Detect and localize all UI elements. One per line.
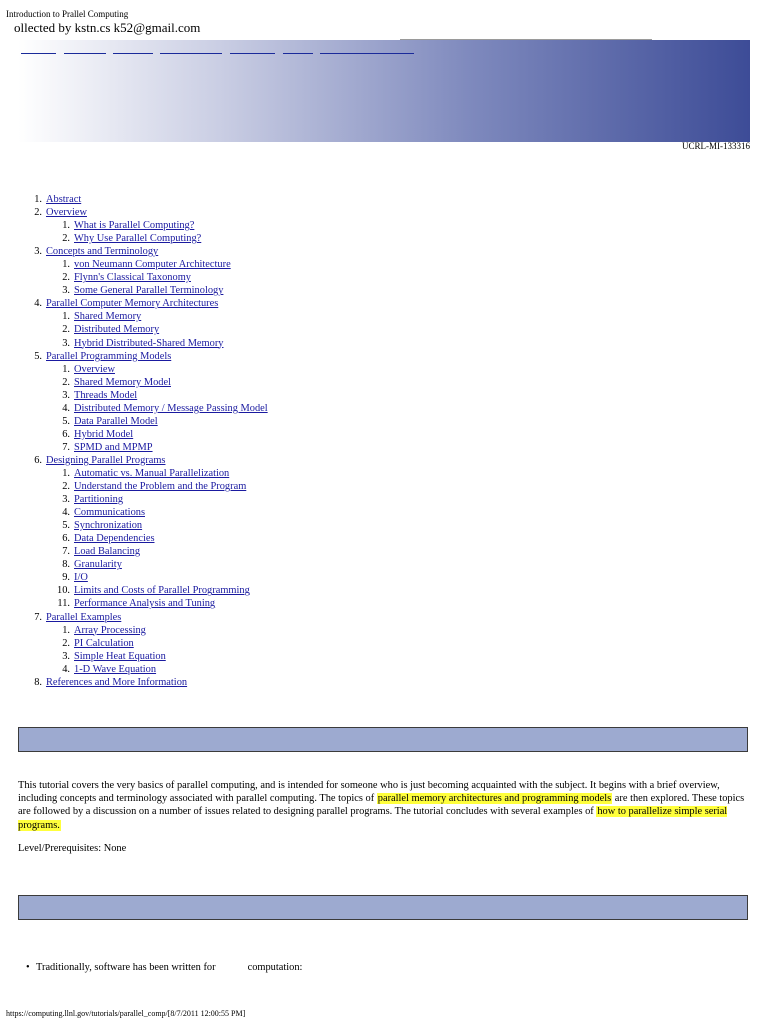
toc-item	[0, 676, 760, 689]
toc-link[interactable]: Data Dependencies	[74, 533, 155, 545]
banner-nav-link[interactable]	[160, 43, 222, 54]
toc-sublist	[0, 219, 760, 245]
toc-link[interactable]: Automatic vs. Manual Parallelization	[74, 467, 230, 479]
toc-sublist	[0, 467, 760, 611]
toc-link[interactable]: Why Use Parallel Computing?	[74, 233, 202, 245]
toc-subitem	[0, 271, 760, 284]
toc-link[interactable]: Parallel Computer Memory Architectures	[46, 298, 219, 310]
section-header-bar-abstract	[18, 727, 748, 752]
toc-number: 4.	[62, 402, 70, 414]
toc-link[interactable]: Distributed Memory / Message Passing Model	[74, 402, 268, 414]
bullet-text: Traditionally, software has been written for	[36, 962, 216, 973]
toc-subitem	[0, 545, 760, 558]
toc-item	[0, 611, 760, 676]
print-header: Introduction to Prallel Computing	[6, 9, 129, 19]
toc-number: 8.	[62, 559, 70, 571]
toc-subitem	[0, 232, 760, 245]
toc-number: 5.	[62, 520, 70, 532]
highlight-parallelize: how to parallelize simple serial programs.	[18, 806, 728, 831]
toc-number: 4.	[34, 298, 42, 310]
toc-number: 1.	[62, 259, 70, 271]
document-id: UCRL-MI-133316	[682, 141, 750, 151]
toc-number: 3.	[62, 494, 70, 506]
toc-link[interactable]: Hybrid Model	[74, 428, 134, 440]
toc-number: 11.	[57, 598, 70, 610]
toc-number: 2.	[34, 207, 42, 219]
toc-subitem	[0, 219, 760, 232]
toc-subitem	[0, 363, 760, 376]
toc-subitem	[0, 310, 760, 323]
toc-link[interactable]: What is Parallel Computing?	[74, 220, 195, 232]
toc-number: 7.	[62, 441, 70, 453]
toc-link[interactable]: Threads Model	[74, 389, 138, 401]
banner-nav-link[interactable]	[320, 43, 414, 54]
toc-link[interactable]: Understand the Problem and the Program	[74, 481, 247, 493]
toc-link[interactable]: Some General Parallel Terminology	[74, 285, 224, 297]
toc-subitem	[0, 493, 760, 506]
toc-subitem	[0, 389, 760, 402]
toc-link[interactable]: Abstract	[46, 194, 82, 205]
bullet-icon: •	[26, 962, 30, 973]
toc-subitem	[0, 441, 760, 454]
toc-number: 3.	[62, 337, 70, 349]
toc-item	[0, 454, 760, 611]
toc-link[interactable]: SPMD and MPMP	[74, 441, 153, 453]
toc-item	[0, 206, 760, 245]
toc-subitem	[0, 480, 760, 493]
toc-number: 5.	[34, 350, 42, 362]
toc-number: 2.	[62, 481, 70, 493]
toc-number: 3.	[62, 650, 70, 662]
toc-link[interactable]: Overview	[46, 207, 87, 219]
toc-link[interactable]: Granularity	[74, 559, 122, 571]
highlight-memory-models: parallel memory architectures and programming models	[377, 793, 612, 805]
banner-nav-link[interactable]	[113, 43, 153, 54]
toc-subitem	[0, 597, 760, 610]
toc-number: 2.	[62, 233, 70, 245]
toc-number: 1.	[34, 194, 42, 205]
banner-nav-link[interactable]	[230, 43, 275, 54]
toc-subitem	[0, 663, 760, 676]
toc-link[interactable]: Partitioning	[74, 494, 124, 506]
toc-link[interactable]: Simple Heat Equation	[74, 650, 166, 662]
toc-item	[0, 245, 760, 297]
banner-nav-link[interactable]	[21, 43, 56, 54]
abstract-text: are then explored. These topics are followed by a discussion on a number of issues related to designing parallel programs. The tutorial concludes with several examples of	[18, 793, 745, 818]
toc-link[interactable]: References and More Information	[46, 676, 188, 688]
toc-list	[0, 193, 760, 689]
section-header-bar-overview	[18, 895, 748, 920]
toc-link[interactable]: Concepts and Terminology	[46, 246, 159, 258]
toc-link[interactable]: Array Processing	[74, 624, 146, 636]
toc-sublist	[0, 363, 760, 454]
toc-link[interactable]: Performance Analysis and Tuning	[74, 598, 216, 610]
toc-number: 2.	[62, 637, 70, 649]
toc-number: 6.	[62, 428, 70, 440]
toc-sublist	[0, 310, 760, 349]
toc-link[interactable]: 1-D Wave Equation	[74, 663, 157, 675]
toc-number: 1.	[62, 363, 70, 375]
toc-item	[0, 193, 760, 206]
toc-subitem	[0, 337, 760, 350]
collector-credit: ollected by kstn.cs k52@gmail.com	[14, 20, 201, 35]
table-of-contents	[0, 193, 760, 689]
toc-link[interactable]: Distributed Memory	[74, 324, 160, 336]
abstract-paragraph	[18, 779, 748, 832]
toc-subitem	[0, 571, 760, 584]
toc-number: 7.	[34, 611, 42, 623]
banner	[18, 40, 750, 142]
toc-subitem	[0, 532, 760, 545]
toc-item	[0, 350, 760, 454]
toc-sublist	[0, 624, 760, 676]
toc-number: 4.	[62, 507, 70, 519]
toc-subitem	[0, 624, 760, 637]
toc-number: 3.	[62, 389, 70, 401]
toc-number: 2.	[62, 324, 70, 336]
toc-subitem	[0, 428, 760, 441]
toc-number: 8.	[34, 676, 42, 688]
toc-number: 3.	[34, 246, 42, 258]
toc-number: 6.	[34, 454, 42, 466]
toc-number: 1.	[62, 467, 70, 479]
toc-link[interactable]: Load Balancing	[74, 546, 141, 558]
toc-link[interactable]: von Neumann Computer Architecture	[74, 259, 231, 271]
toc-number: 10.	[57, 585, 70, 597]
toc-subitem	[0, 650, 760, 663]
toc-subitem	[0, 415, 760, 428]
toc-number: 1.	[62, 220, 70, 232]
toc-subitem	[0, 376, 760, 389]
toc-number: 4.	[62, 663, 70, 675]
banner-nav-link[interactable]	[283, 43, 313, 54]
toc-subitem	[0, 284, 760, 297]
overview-bullet	[26, 961, 303, 974]
toc-link[interactable]: Synchronization	[74, 520, 143, 532]
toc-subitem	[0, 558, 760, 571]
toc-link[interactable]: Shared Memory Model	[74, 376, 171, 388]
toc-link[interactable]: I/O	[74, 572, 88, 584]
toc-number: 2.	[62, 376, 70, 388]
toc-subitem	[0, 323, 760, 336]
toc-link[interactable]: Overview	[74, 363, 115, 375]
toc-sublist	[0, 258, 760, 297]
toc-number: 1.	[62, 311, 70, 323]
toc-link[interactable]: Hybrid Distributed-Shared Memory	[74, 337, 224, 349]
toc-number: 1.	[62, 624, 70, 636]
bullet-text: computation:	[247, 962, 303, 973]
toc-link[interactable]: Limits and Costs of Parallel Programming	[74, 585, 250, 597]
prerequisites: Level/Prerequisites: None	[18, 843, 127, 854]
toc-link[interactable]: PI Calculation	[74, 637, 134, 649]
toc-link[interactable]: Designing Parallel Programs	[46, 454, 166, 466]
toc-subitem	[0, 402, 760, 415]
toc-number: 5.	[62, 415, 70, 427]
toc-item	[0, 297, 760, 349]
toc-subitem	[0, 506, 760, 519]
toc-number: 9.	[62, 572, 70, 584]
toc-subitem	[0, 467, 760, 480]
print-footer-url: https://computing.llnl.gov/tutorials/parallel_comp/[8/7/2011 12:00:55 PM]	[6, 1009, 246, 1018]
abstract-text: This tutorial covers the very basics of parallel computing, and is intended for someone who is just becoming acquainted with the subject. It begins with a brief overview, including concepts and terminology associated with parallel computing. The topics of	[18, 780, 720, 805]
toc-subitem	[0, 519, 760, 532]
toc-subitem	[0, 637, 760, 650]
toc-link[interactable]: Data Parallel Model	[74, 415, 158, 427]
toc-number: 7.	[62, 546, 70, 558]
toc-link[interactable]: Communications	[74, 507, 145, 519]
toc-subitem	[0, 258, 760, 271]
toc-number: 6.	[62, 533, 70, 545]
toc-subitem	[0, 584, 760, 597]
toc-link[interactable]: Parallel Examples	[46, 611, 122, 623]
toc-link[interactable]: Flynn's Classical Taxonomy	[74, 272, 191, 284]
toc-number: 3.	[62, 285, 70, 297]
toc-number: 2.	[62, 272, 70, 284]
banner-nav-link[interactable]	[64, 43, 106, 54]
toc-link[interactable]: Shared Memory	[74, 311, 142, 323]
toc-link[interactable]: Parallel Programming Models	[46, 350, 172, 362]
